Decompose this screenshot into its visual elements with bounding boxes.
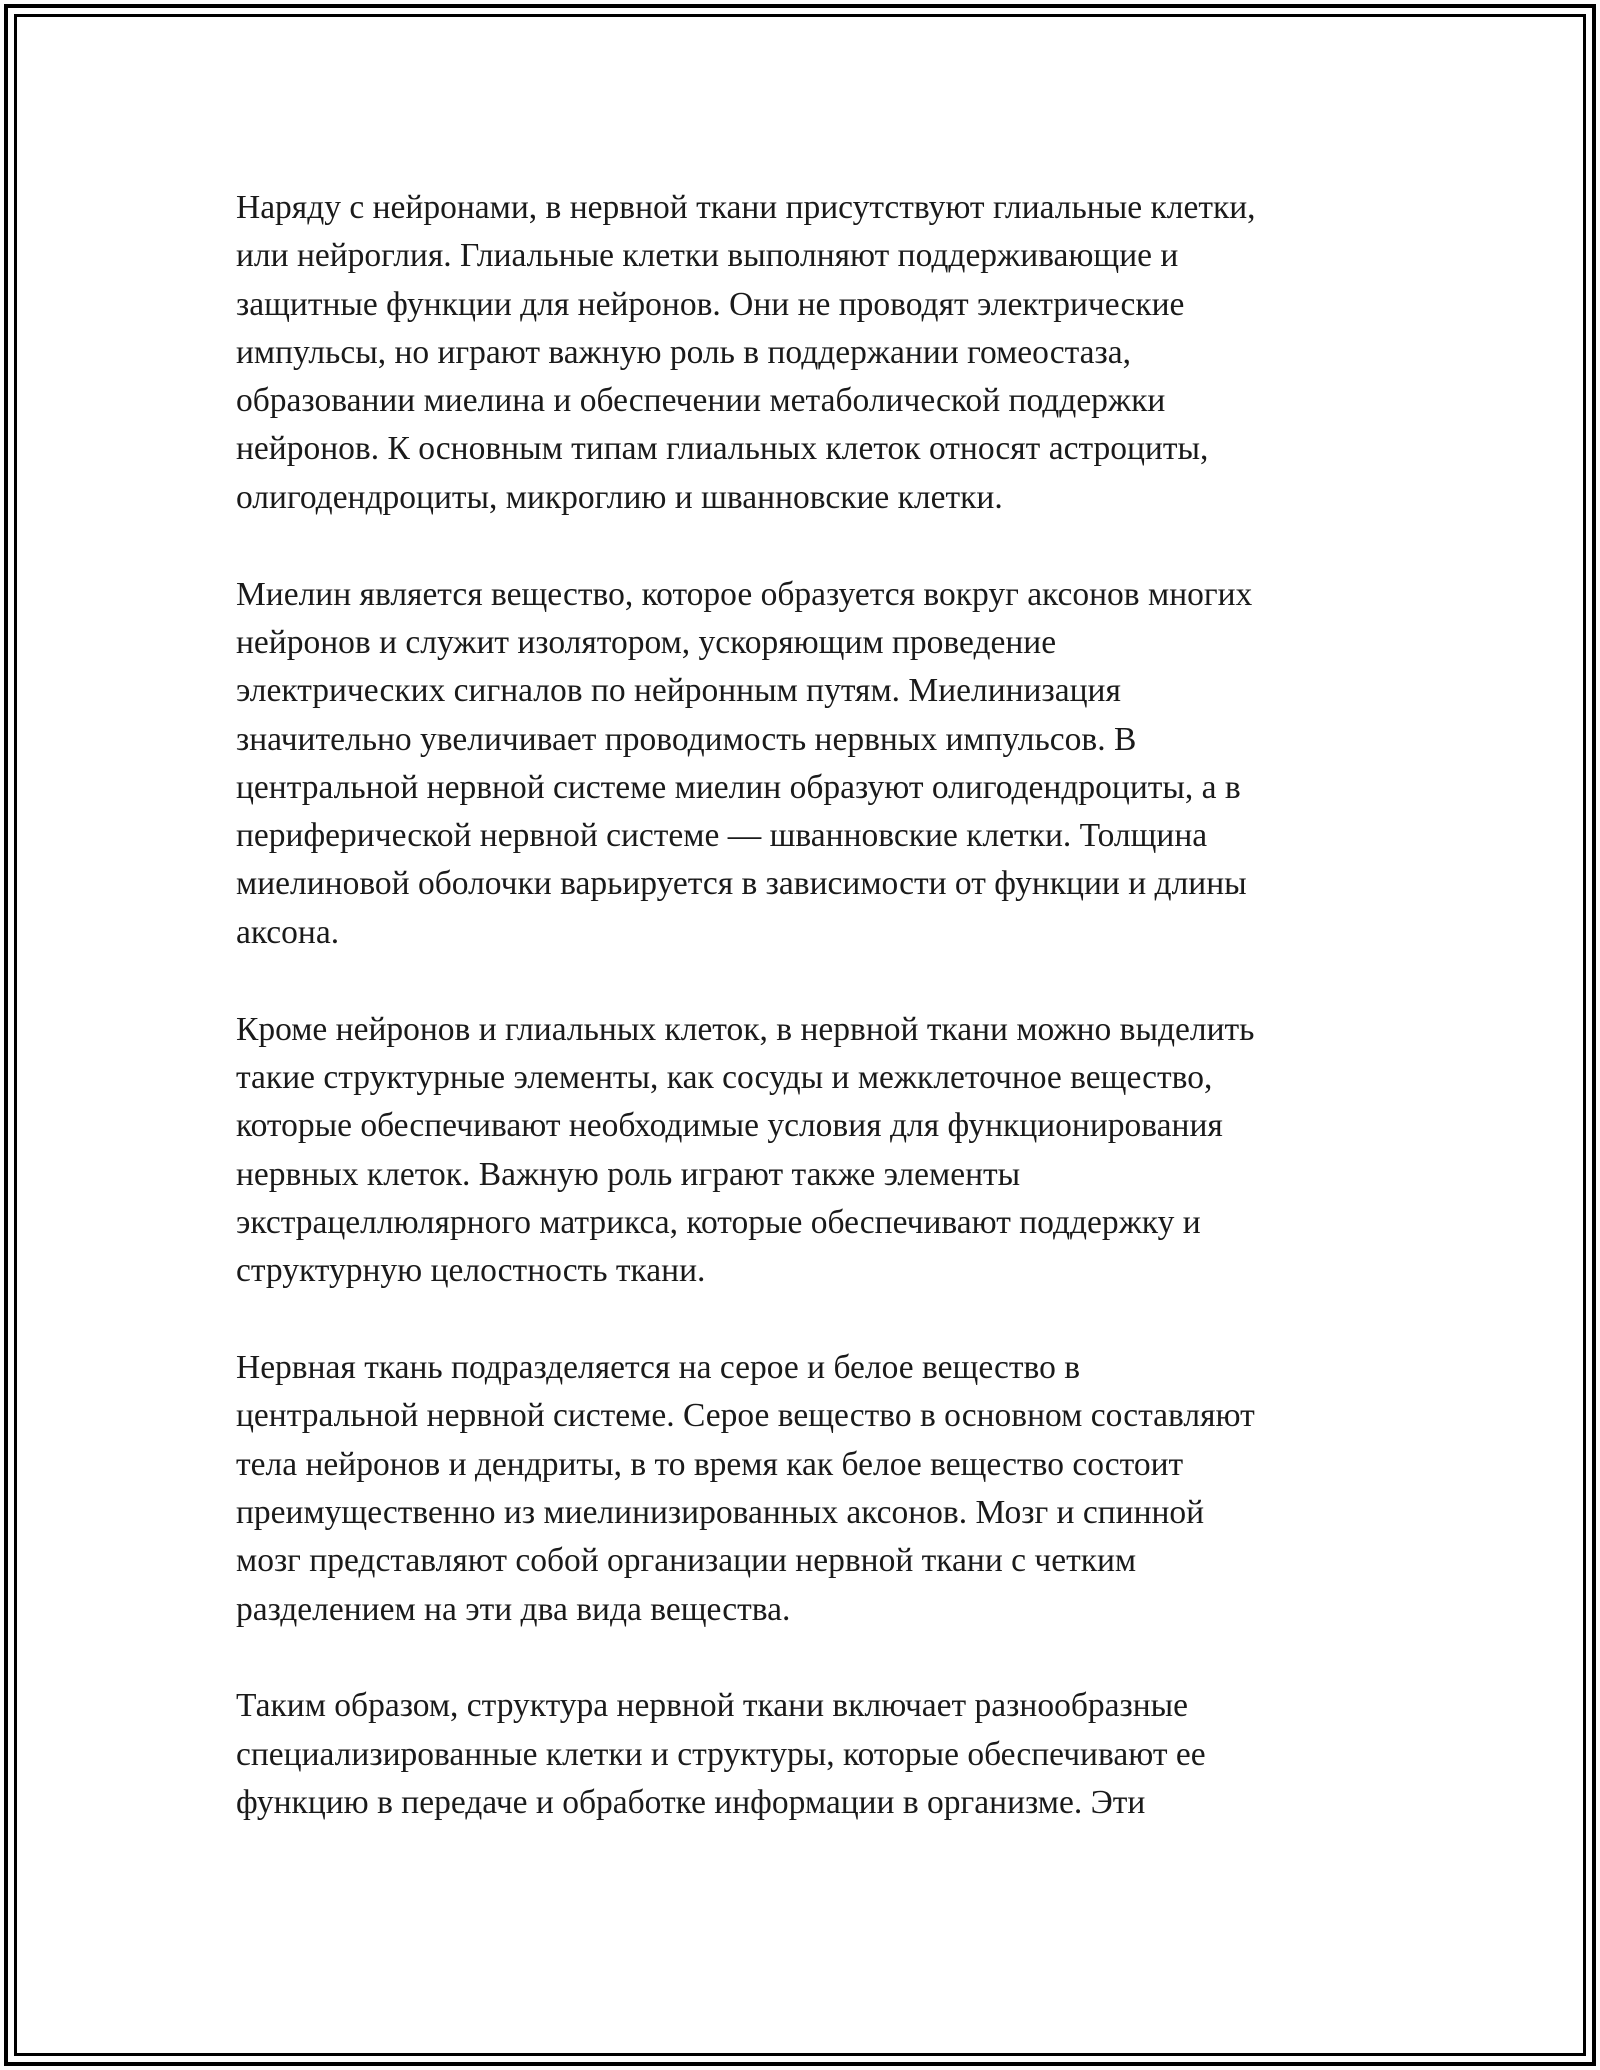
paragraph-myelin: Миелин является вещество, которое образуется вокруг аксонов многих нейронов и служит изолятором, ускоряющим проведение электрических сигналов по нейронным путям. Миелинизация значительно увеличивает проводимость нервных импульсов. В центральной нервной системе миелин образуют олигодендроциты, а в периферической нервной системе — шванновские клетки. Толщина миелиновой оболочки варьируется в зависимости от функции и длины аксона. [236, 575, 1253, 951]
paragraph-conclusion: Таким образом, структура нервной ткани включает разнообразные специализированные клетки и структуры, которые обеспечивают ее функцию в передаче и обработке информации в организме. Эти [236, 1687, 1206, 1821]
paragraph-gray-white-matter: Нервная ткань подразделяется на серое и белое вещество в центральной нервной системе. Серое вещество в основном составляют тела нейронов и дендриты, в то время как белое вещество состоит преимущественно из миелинизированных аксонов. Мозг и спинной мозг представляют собой организации нервной ткани с четким разделением на эти два вида вещества. [236, 1349, 1255, 1628]
page-content [236, 184, 1366, 1876]
paragraph-glial-cells: Наряду с нейронами, в нервной ткани присутствуют глиальные клетки, или нейроглия. Глиальные клетки выполняют поддерживающие и защитные функции для нейронов. Они не проводят электрические импульсы, но играют важную роль в поддержании гомеостаза, образовании миелина и обеспечении метаболической поддержки нейронов. К основным типам глиальных клеток относят астроциты, олигодендроциты, микроглию и шванновские клетки. [236, 189, 1256, 516]
paragraph-structural-elements: Кроме нейронов и глиальных клеток, в нервной ткани можно выделить такие структурные элементы, как сосуды и межклеточное вещество, которые обеспечивают необходимые условия для функционирования нервных клеток. Важную роль играют также элементы экстрацеллюлярного матрикса, которые обеспечивают поддержку и структурную целостность ткани. [236, 1010, 1255, 1290]
